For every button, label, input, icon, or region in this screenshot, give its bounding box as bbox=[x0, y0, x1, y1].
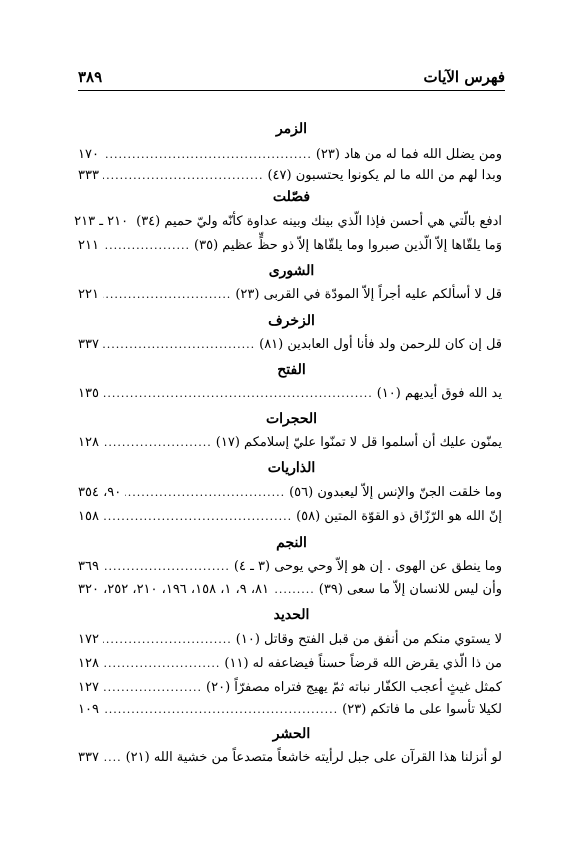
verse-text: لو أنزلنا هذا القرآن على جبل لرأيته خاشعاً متصدعاً من خشية الله (٢١) bbox=[125, 750, 502, 765]
verse-text: وبدا لهم من الله ما لم يكونوا يحتسبون (٤٧) bbox=[267, 168, 502, 183]
index-entry bbox=[78, 433, 502, 453]
page-references: ١٢٨ bbox=[78, 435, 99, 450]
index-entry bbox=[78, 483, 502, 503]
section-title: فصّلت bbox=[272, 189, 311, 205]
section-title: الشورى bbox=[268, 263, 315, 279]
page-references: ٢١١ bbox=[78, 238, 99, 253]
section-title: الحشر bbox=[272, 726, 311, 742]
verse-text: يمنّون عليك أن أسلموا قل لا تمنّوا عليّ إسلامكم (١٧) bbox=[215, 435, 502, 450]
leader-dots bbox=[103, 654, 220, 674]
verse-text: وأن ليس للانسان إلاّ ما سعى (٣٩) bbox=[318, 582, 502, 597]
page-number: ٣٨٩ bbox=[78, 68, 103, 86]
leader-dots bbox=[103, 557, 230, 577]
page-references: ٨١، ٩، ١، ١٥٨، ١٩٦، ٢١٠، ٢٥٢، ٣٢٠ bbox=[78, 582, 269, 597]
leader-dots bbox=[103, 433, 212, 453]
section-title: الحديد bbox=[273, 607, 310, 623]
verse-text: ادفع بالّتي هي أحسن فإذا الّذي بينك وبينه عداوة كأنّه وليّ حميم (٣٤) bbox=[136, 214, 502, 229]
section-title: الحجرات bbox=[265, 411, 318, 427]
leader-dots bbox=[103, 236, 190, 256]
leader-dots bbox=[103, 630, 232, 650]
section-title: النجم bbox=[276, 535, 307, 551]
section-title: الزمر bbox=[275, 121, 308, 137]
verse-text: وما ينطق عن الهوى . إن هو إلاّ وحي يوحى (٣ ـ ٤) bbox=[233, 559, 502, 574]
page-references: ١٧٢ bbox=[78, 632, 99, 647]
verse-text: إنّ الله هو الرّزّاق ذو القوّة المتين (٥٨) bbox=[296, 509, 502, 524]
page-title: فهرس الآيات bbox=[423, 68, 505, 86]
leader-dots bbox=[103, 678, 202, 698]
index-entry bbox=[78, 507, 502, 527]
verse-text: لا يستوي منكم من أنفق من قبل الفتح وقاتل (١٠) bbox=[235, 632, 502, 647]
section-title: الفتح bbox=[277, 362, 306, 378]
verse-text: لكيلا تأسوا على ما فاتكم (٢٣) bbox=[342, 702, 502, 717]
verse-text: وَما يلقّاها إلاّ الّذين صبروا وما يلقّاها إلاّ ذو حظٍّ عظيم (٣٥) bbox=[194, 238, 502, 253]
leader-dots bbox=[103, 507, 292, 527]
leader-dots bbox=[103, 285, 231, 305]
index-entry bbox=[78, 285, 502, 305]
verse-text: وما خلقت الجنّ والإنس إلاّ ليعبدون (٥٦) bbox=[289, 485, 502, 500]
leader-dots bbox=[103, 748, 122, 768]
index-entry bbox=[78, 700, 502, 720]
leader-dots bbox=[125, 483, 285, 503]
leader-dots bbox=[103, 166, 264, 186]
index-entry bbox=[78, 384, 502, 404]
verse-text: قل لا أسألكم عليه أجراً إلاّ المودّة في القربى (٢٣) bbox=[235, 287, 502, 302]
leader-dots bbox=[273, 580, 315, 600]
page-references: ١٢٨ bbox=[78, 656, 99, 671]
leader-dots bbox=[103, 145, 312, 165]
index-entry bbox=[78, 557, 502, 577]
leader-dots bbox=[103, 335, 255, 355]
verse-text: من ذا الّذي يقرض الله قرضاً حسناً فيضاعفه له (١١) bbox=[224, 656, 502, 671]
leader-dots bbox=[103, 384, 373, 404]
verse-text: كمثل غيثٍ أعجب الكفّار نباته ثمّ يهيج فتراه مصفرّاً (٢٠) bbox=[206, 680, 502, 695]
index-entry bbox=[74, 212, 502, 232]
index-entry bbox=[78, 630, 502, 650]
verse-text: قل إن كان للرحمن ولد فأنا أول العابدين (٨١) bbox=[259, 337, 502, 352]
section-title: الزخرف bbox=[268, 313, 315, 329]
page-references: ٢٢١ bbox=[78, 287, 99, 302]
index-entry bbox=[78, 335, 502, 355]
index-entry bbox=[78, 236, 502, 256]
page-references: ٣٣٧ bbox=[78, 750, 99, 765]
page-references: ٣٦٩ bbox=[78, 559, 99, 574]
index-entry bbox=[78, 678, 502, 698]
section-title: الذاريات bbox=[267, 460, 316, 476]
index-entry bbox=[78, 580, 502, 600]
page-references: ١٧٠ bbox=[78, 147, 99, 162]
page-references: ٣٣٣ bbox=[78, 168, 99, 183]
index-entry bbox=[78, 748, 502, 768]
page-references: ١٠٩ bbox=[78, 702, 99, 717]
page-references: ٢١٠ ـ ٢١٣ bbox=[74, 214, 129, 229]
page-references: ٣٣٧ bbox=[78, 337, 99, 352]
leader-dots bbox=[103, 700, 338, 720]
page-references: ١٥٨ bbox=[78, 509, 99, 524]
verse-text: يد الله فوق أيديهم (١٠) bbox=[376, 386, 502, 401]
index-entry bbox=[78, 166, 502, 186]
page-references: ١٣٥ bbox=[78, 386, 99, 401]
index-entry bbox=[78, 145, 502, 165]
index-entry bbox=[78, 654, 502, 674]
page-references: ١٢٧ bbox=[78, 680, 99, 695]
page-references: ٩٠، ٣٥٤ bbox=[78, 485, 122, 500]
verse-text: ومن يضلل الله فما له من هاد (٢٣) bbox=[315, 147, 502, 162]
